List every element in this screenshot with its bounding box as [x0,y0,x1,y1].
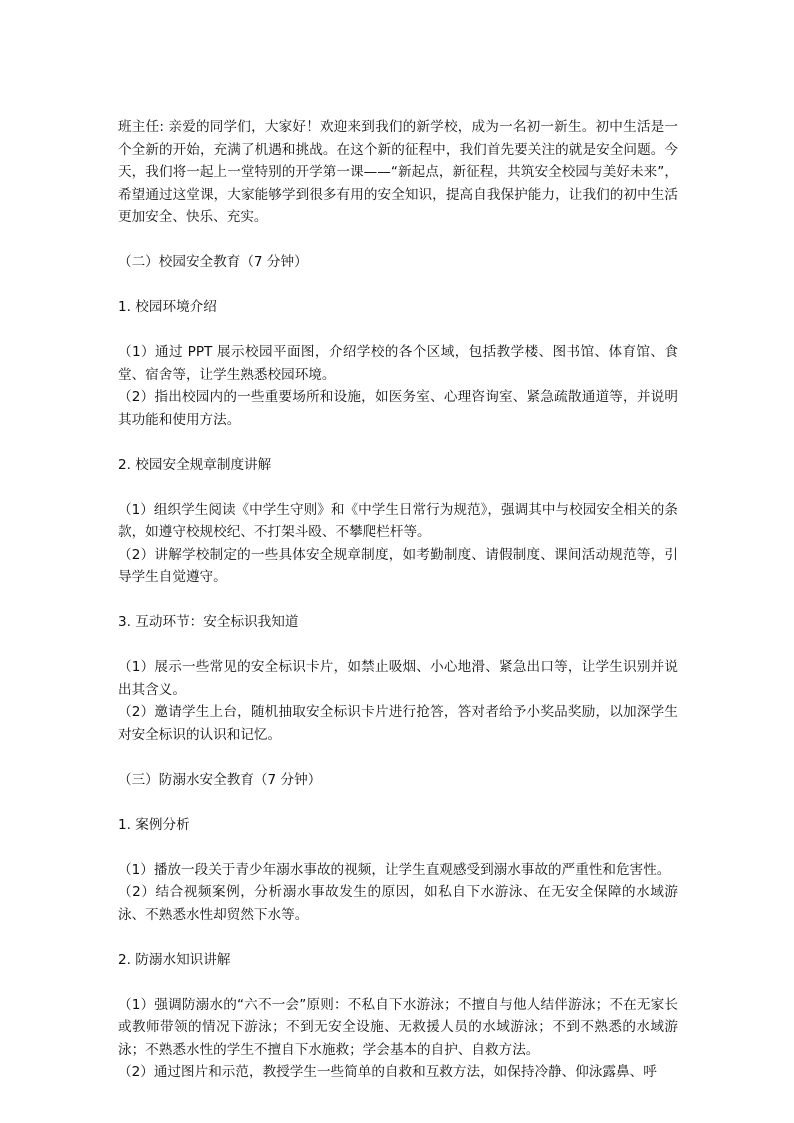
paragraph-sign-cards: （1）展示一些常见的安全标识卡片，如禁止吸烟、小心地滑、紧急出口等，让学生识别并说出其含义。 [118,659,678,698]
spacer [118,634,678,657]
subheading-safety-rules: 2. 校园安全规章制度讲解 [118,456,272,473]
intro-paragraph: 班主任: 亲爱的同学们，大家好！欢迎来到我们的新学校，成为一名初一新生。初中生活是一个全新的开始，充满了机遇和挑战。在这个新的征程中，我们首先要关注的就是安全问题。今天，我们将一起上一堂特别的开学第一课——“新起点，新征程，共筑安全校园与美好未来”，希望通过这堂课，大家能够学到很多有用的安全知识，提高自我保护能力，让我们的初中生活更加安全、快乐、充实。 [118,119,678,225]
paragraph-quiz: （2）邀请学生上台，随机抽取安全标识卡片进行抢答，答对者给予小奖品奖励，以加深学生对安全标识的认识和记忆。 [118,704,678,743]
paragraph-important-facilities: （2）指出校园内的一些重要场所和设施，如医务室、心理咨询室、紧急疏散通道等，并说明其功能和使用方法。 [118,389,678,428]
spacer [118,274,678,297]
spacer [118,746,678,769]
subheading-drowning-knowledge: 2. 防溺水知识讲解 [118,951,231,968]
spacer [118,319,678,342]
subheading-safety-signs: 3. 互动环节：安全标识我知道 [118,614,299,630]
spacer [118,589,678,612]
paragraph-school-rules: （2）讲解学校制定的一些具体安全规章制度，如考勤制度、请假制度、课间活动规范等，引导学生自觉遵守。 [118,546,678,585]
paragraph-self-rescue: （2）通过图片和示范，教授学生一些简单的自救和互救方法，如保持冷静、仰泳露鼻、呼 [118,1064,657,1080]
spacer [118,431,678,454]
subheading-campus-environment: 1. 校园环境介绍 [118,299,217,315]
paragraph-campus-map: （1）通过 PPT 展示校园平面图，介绍学校的各个区域，包括教学楼、图书馆、体育馆、食堂、宿舍等，让学生熟悉校园环境。 [118,344,678,383]
paragraph-video: （1）播放一段关于青少年溺水事故的视频，让学生直观感受到溺水事故的严重性和危害性。 [118,861,671,878]
spacer [118,971,678,994]
spacer [118,229,678,252]
section-heading-campus-safety: （二）校园安全教育（7 分钟） [118,254,308,270]
document-body [118,116,678,1084]
spacer [118,476,678,499]
section-heading-drowning-prevention: （三）防溺水安全教育（7 分钟） [118,771,322,788]
subheading-case-analysis: 1. 案例分析 [118,816,190,833]
spacer [118,836,678,859]
paragraph-causes: （2）结合视频案例，分析溺水事故发生的原因，如私自下水游泳、在无安全保障的水域游泳、不熟悉水性却贸然下水等。 [118,884,678,923]
spacer [118,791,678,814]
paragraph-six-rules: （1）强调防溺水的“六不一会”原则：不私自下水游泳；不擅自与他人结伴游泳；不在无家长或教师带领的情况下游泳；不到无安全设施、无救援人员的水域游泳；不到不熟悉的水域游泳；不熟悉水性的学生不擅自下水施救；学会基本的自护、自救方法。 [118,996,678,1058]
paragraph-read-codes: （1）组织学生阅读《中学生守则》和《中学生日常行为规范》，强调其中与校园安全相关的条款，如遵守校规校纪、不打架斗殴、不攀爬栏杆等。 [118,501,678,540]
spacer [118,926,678,949]
